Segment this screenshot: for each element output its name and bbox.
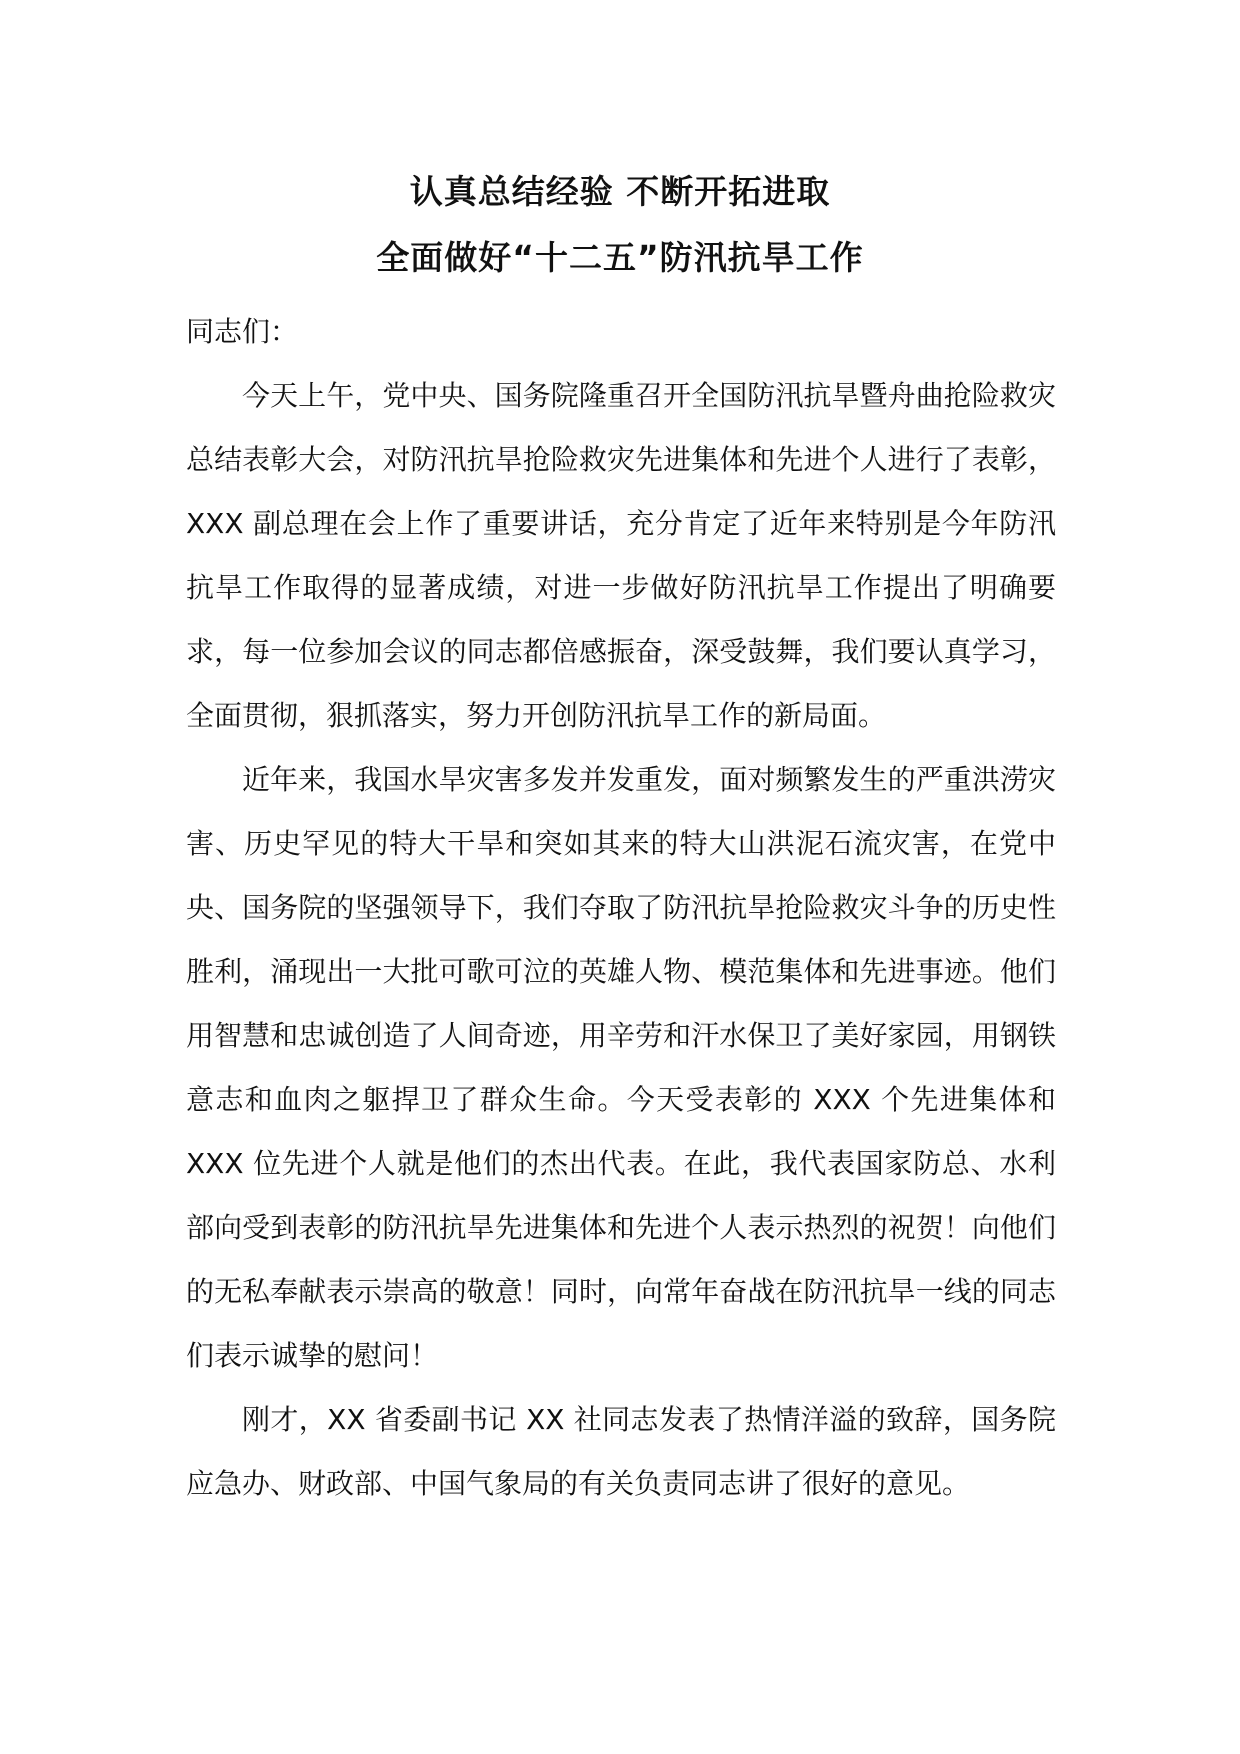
salutation: 同志们： <box>186 315 299 348</box>
title-line-1: 认真总结经验 不断开拓进取 <box>409 172 831 211</box>
document-body <box>186 300 1056 1516</box>
title-line-2: 全面做好“十二五”防汛抗旱工作 <box>376 238 864 277</box>
paragraph-2: 近年来，我国水旱灾害多发并发重发，面对频繁发生的严重洪涝灾害、历史罕见的特大干旱和突如其来的特大山洪泥石流灾害，在党中央、国务院的坚强领导下，我们夺取了防汛抗旱抢险救灾斗争的历史性胜利，涌现出一大批可歌可泣的英雄人物、模范集体和先进事迹。他们用智慧和忠诚创造了人间奇迹，用辛劳和汗水保卫了美好家园，用钢铁意志和血肉之躯捍卫了群众生命。今天受表彰的 XXX 个先进集体和 XXX 位先进个人就是他们的杰出代表。在此，我代表国家防总、水利部向受到表彰的防汛抗旱先进集体和先进个人表示热烈的祝贺！向他们的无私奉献表示崇高的敬意！同时，向常年奋战在防汛抗旱一线的同志们表示诚挚的慰问！ <box>186 763 1056 1372</box>
paragraph-3: 刚才，XX 省委副书记 XX 社同志发表了热情洋溢的致辞，国务院应急办、财政部、中国气象局的有关负责同志讲了很好的意见。 <box>186 1403 1056 1500</box>
document-title <box>0 170 1240 280</box>
paragraph-1: 今天上午，党中央、国务院隆重召开全国防汛抗旱暨舟曲抢险救灾总结表彰大会，对防汛抗旱抢险救灾先进集体和先进个人进行了表彰，XXX 副总理在会上作了重要讲话，充分肯定了近年来特别是今年防汛抗旱工作取得的显著成绩，对进一步做好防汛抗旱工作提出了明确要求，每一位参加会议的同志都倍感振奋，深受鼓舞，我们要认真学习，全面贯彻，狠抓落实，努力开创防汛抗旱工作的新局面。 <box>186 379 1056 732</box>
